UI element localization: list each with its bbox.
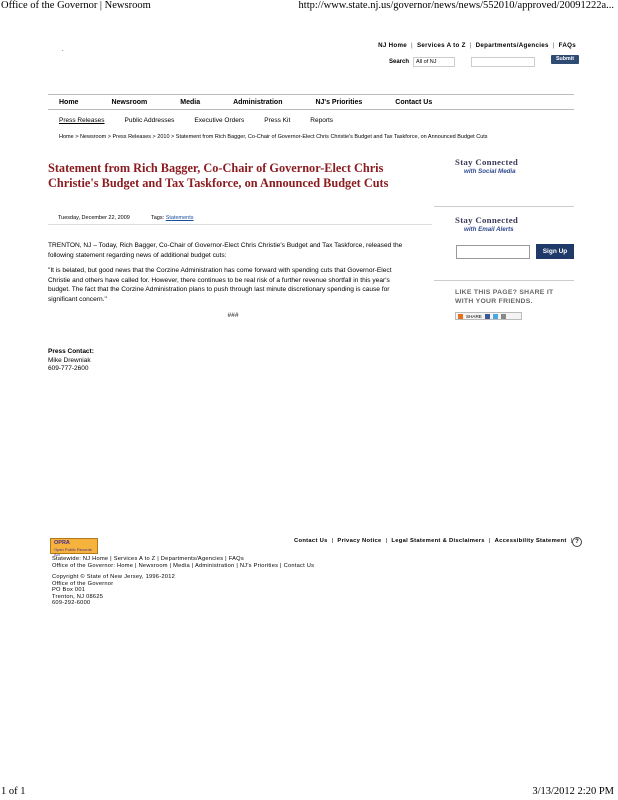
share-button-label: SHARE [466,313,482,319]
footer-po-box: PO Box 001 [52,587,86,593]
footer-links [294,538,576,544]
social-subtitle[interactable]: with Social Media [464,168,516,175]
article-meta [48,213,432,225]
social-media-block [434,157,574,207]
facebook-icon[interactable] [485,314,490,319]
utility-departments-link[interactable]: Departments/Agencies [475,42,549,49]
article-body [48,241,408,326]
separator: | [488,538,491,544]
email-alert-input[interactable] [456,245,530,259]
footer-office-name: Office of the Governor [52,580,114,587]
utility-nj-home-link[interactable]: NJ Home [378,42,408,49]
top-dot: . [62,47,64,53]
search-submit-button[interactable]: Submit [551,55,579,64]
footer-city: Trenton, NJ 08625 [52,593,104,600]
separator: | [469,42,472,49]
share-widget[interactable] [455,312,522,320]
separator: | [411,42,413,49]
subnav-reports[interactable]: Reports [310,117,334,124]
nav-newsroom[interactable]: Newsroom [111,98,148,106]
separator: | [331,538,334,544]
separator: | [552,42,555,49]
article-end-mark: ### [227,311,239,319]
share-prompt [434,289,574,306]
nav-media[interactable]: Media [180,98,201,106]
print-header [0,0,618,14]
opra-logo-subtext: Open Public Records Act [54,547,92,557]
search-scope-select[interactable]: All of NJ [413,57,455,67]
tag-statements-link[interactable]: Statements [165,215,194,221]
footer-accessibility-link[interactable]: Accessibility Statement [494,538,567,544]
press-contact-phone: 609-777-2600 [48,365,89,372]
footer-copyright: Copyright © State of New Jersey, 1996-2012 [52,574,176,580]
footer-privacy-link[interactable]: Privacy Notice [337,538,382,544]
subnav-press-releases[interactable]: Press Releases [59,117,105,124]
press-contact-name: Mike Drewniak [48,356,91,364]
sign-up-button[interactable]: Sign Up [536,244,574,259]
article-date: Tuesday, December 22, 2009 [58,215,130,221]
sub-nav [59,117,353,124]
footer-legal-link[interactable]: Legal Statement & Disclaimers [391,538,485,544]
nav-priorities[interactable]: NJ's Priorities [315,98,363,106]
sidebar [434,157,574,320]
opra-logo[interactable] [50,538,98,557]
search-bar [389,57,579,68]
email-title: Stay Connected [455,215,519,225]
breadcrumb[interactable]: Home > Newsroom > Press Releases > 2010 > Statement from Rich Bagger, Co-Chair of Governor-Elect Chris Christie's Budget and Tax Taskforce, on Announced Budget Cuts [59,134,488,140]
article-tags [151,215,194,221]
share-prompt-line: LIKE THIS PAGE? SHARE IT [455,289,554,296]
footer-phone: 609-292-6000 [52,600,91,606]
separator: | [385,538,388,544]
opra-logo-text: OPRA [54,540,70,546]
press-contact [48,348,94,374]
search-label: Search [389,59,410,65]
print-footer [0,786,618,800]
utility-services-link[interactable]: Services A to Z [416,42,466,49]
main-nav [48,94,574,110]
email-share-icon[interactable] [501,314,506,319]
utility-nav [378,42,576,49]
utility-faqs-link[interactable]: FAQs [558,42,576,49]
email-subtitle: with Email Alerts [464,226,514,233]
footer-info [52,556,314,607]
subnav-public-addresses[interactable]: Public Addresses [124,117,175,124]
separator: | [570,538,573,544]
subnav-executive-orders[interactable]: Executive Orders [194,117,245,124]
article-quote: "It is belated, but good news that the Corzine Administration has come forward with spending cuts that Governor-Elect Christie and others have called for. However, there continues to be real risk of a further revenue shortfall in this year's budget. The fact that the Corzine Administration plans to push through last minute discretionary spending is cause for significant concern." [48,267,392,303]
nav-administration[interactable]: Administration [233,98,283,106]
footer-office-links[interactable]: Office of the Governor: Home | Newsroom | Media | Administration | NJ's Priorities | Contact Us [52,562,315,569]
twitter-icon[interactable] [493,314,498,319]
search-input[interactable] [471,57,535,67]
print-url: http://www.state.nj.us/governor/news/news/552010/approved/20091222a... [298,0,614,11]
print-datetime: 3/13/2012 2:20 PM [532,786,614,797]
share-prompt-line: WITH YOUR FRIENDS. [455,297,533,305]
nav-home[interactable]: Home [59,98,79,106]
press-contact-label: Press Contact: [48,348,94,355]
accessibility-icon[interactable]: ? [572,537,582,547]
article-paragraph: TRENTON, NJ – Today, Rich Bagger, Co-Chair of Governor-Elect Chris Christie's Budget and Tax Taskforce, released the following statement regarding news of additional budget cuts: [48,242,403,259]
nav-contact-us[interactable]: Contact Us [395,98,433,106]
footer-contact-us-link[interactable]: Contact Us [294,538,328,544]
subnav-press-kit[interactable]: Press Kit [264,117,291,124]
email-alerts-block [434,215,574,281]
print-page-title: Office of the Governor | Newsroom [1,0,151,11]
article-title: Statement from Rich Bagger, Co-Chair of Governor-Elect Chris Christie's Budget and Tax Taskforce, on Announced Budget Cuts [48,161,389,190]
social-title: Stay Connected [455,157,519,167]
tags-label: Tags: [151,215,165,221]
footer-statewide-links[interactable]: Statewide: NJ Home | Services A to Z | Departments/Agencies | FAQs [52,556,244,562]
print-page-number: 1 of 1 [1,786,26,797]
share-icon [458,314,463,319]
